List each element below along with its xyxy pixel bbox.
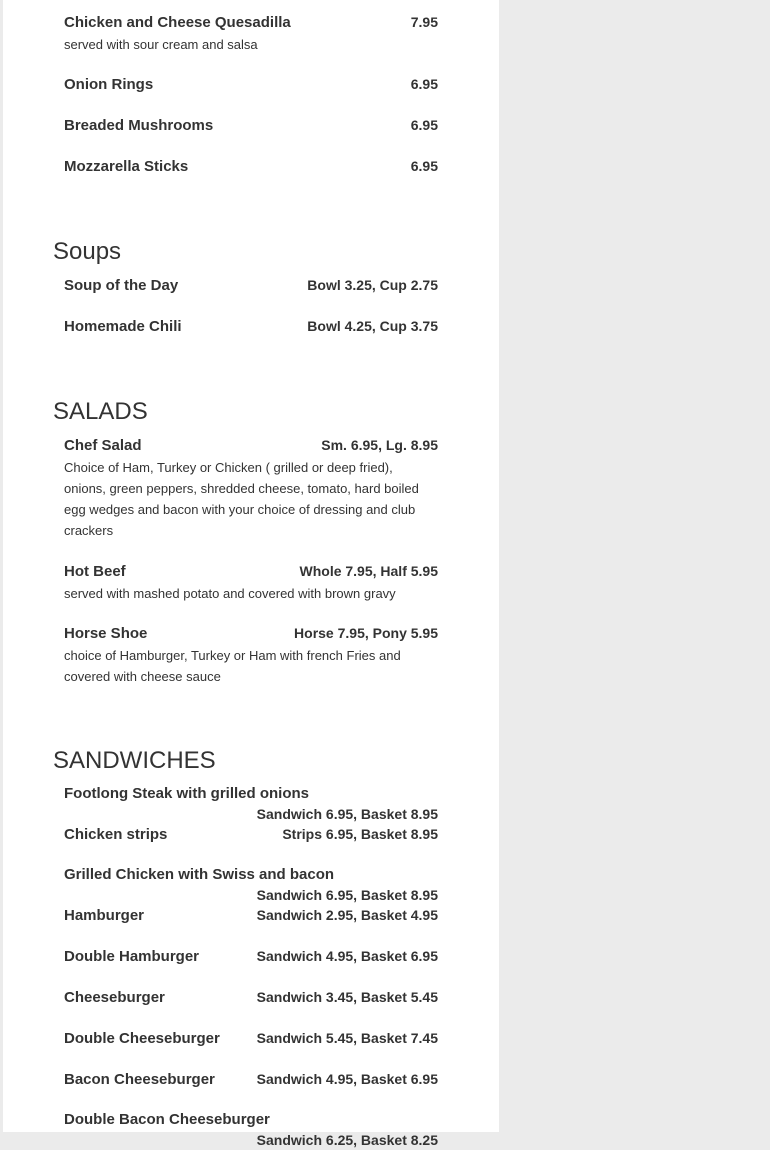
menu-item-name: Hot Beef bbox=[64, 563, 126, 580]
menu-item-name: Breaded Mushrooms bbox=[64, 117, 214, 134]
menu-item-price: Bowl 4.25, Cup 3.75 bbox=[307, 318, 438, 334]
menu-item bbox=[53, 905, 438, 926]
menu-item-price: 6.95 bbox=[410, 117, 438, 133]
menu-item-price: Sandwich 5.45, Basket 7.45 bbox=[256, 1030, 438, 1046]
menu-item-name: Homemade Chili bbox=[64, 318, 182, 335]
menu-item-name: Bacon Cheeseburger bbox=[64, 1071, 215, 1088]
section-heading-sandwiches: SANDWICHES bbox=[53, 747, 216, 774]
menu-item-name: Mozzarella Sticks bbox=[64, 158, 189, 175]
menu-item-price: 6.95 bbox=[410, 76, 438, 92]
menu-item bbox=[53, 784, 438, 824]
menu-item bbox=[53, 1069, 438, 1090]
menu-item-name: Chef Salad bbox=[64, 437, 142, 454]
menu-item-name: Hamburger bbox=[64, 907, 145, 924]
menu-item bbox=[53, 12, 438, 55]
menu-item-price: Sandwich 4.95, Basket 6.95 bbox=[256, 948, 438, 964]
menu-item-price: 7.95 bbox=[410, 14, 438, 30]
menu-item-price: Bowl 3.25, Cup 2.75 bbox=[307, 277, 438, 293]
menu-item-name: Soup of the Day bbox=[64, 277, 179, 294]
menu-item-name: Cheeseburger bbox=[64, 989, 165, 1006]
menu-item bbox=[53, 1110, 438, 1150]
menu-item-description: Choice of Ham, Turkey or Chicken ( grilled or deep fried), onions, green peppers, shredded cheese, tomato, hard boiled egg wedges and bacon with your choice of dressing and club crackers bbox=[64, 460, 419, 538]
menu-panel bbox=[3, 0, 499, 1148]
menu-item bbox=[53, 435, 438, 541]
menu-item bbox=[53, 275, 438, 296]
menu-item-name: Horse Shoe bbox=[64, 625, 148, 642]
menu-item-description: served with sour cream and salsa bbox=[64, 37, 258, 52]
menu-item-price: 6.95 bbox=[410, 158, 438, 174]
menu-item-name: Double Cheeseburger bbox=[64, 1030, 220, 1047]
menu-item-name: Double Bacon Cheeseburger bbox=[64, 1111, 270, 1128]
menu-item-price: Sandwich 6.95, Basket 8.95 bbox=[256, 806, 438, 822]
menu-item-price: Sandwich 2.95, Basket 4.95 bbox=[256, 907, 438, 923]
menu-item bbox=[53, 115, 438, 136]
menu-item bbox=[53, 987, 438, 1008]
menu-item-name: Chicken strips bbox=[64, 826, 168, 843]
menu-item-name: Grilled Chicken with Swiss and bacon bbox=[64, 866, 335, 883]
menu-item bbox=[53, 156, 438, 177]
menu-item-name: Chicken and Cheese Quesadilla bbox=[64, 14, 291, 31]
menu-item-price: Strips 6.95, Basket 8.95 bbox=[282, 826, 438, 842]
menu-item-name: Double Hamburger bbox=[64, 948, 200, 965]
menu-item-price: Sandwich 6.95, Basket 8.95 bbox=[256, 887, 438, 903]
menu-item bbox=[53, 946, 438, 967]
section-heading-soups: Soups bbox=[53, 238, 122, 265]
menu-item bbox=[53, 865, 438, 905]
menu-content bbox=[3, 0, 438, 1150]
menu-item-price: Sandwich 4.95, Basket 6.95 bbox=[256, 1071, 438, 1087]
section-heading-salads: SALADS bbox=[53, 398, 148, 425]
menu-item-description: served with mashed potato and covered with brown gravy bbox=[64, 586, 396, 601]
menu-item bbox=[53, 824, 438, 845]
menu-item bbox=[53, 623, 438, 687]
menu-item-price: Whole 7.95, Half 5.95 bbox=[299, 563, 438, 579]
menu-item-name: Onion Rings bbox=[64, 76, 154, 93]
menu-item bbox=[53, 561, 438, 604]
menu-item-price: Sandwich 6.25, Basket 8.25 bbox=[256, 1132, 438, 1148]
menu-item bbox=[53, 316, 438, 337]
menu-item-price: Horse 7.95, Pony 5.95 bbox=[294, 625, 438, 641]
menu-item bbox=[53, 1028, 438, 1049]
menu-item bbox=[53, 74, 438, 95]
menu-item-description: choice of Hamburger, Turkey or Ham with french Fries and covered with cheese sauce bbox=[64, 648, 401, 684]
menu-item-price: Sm. 6.95, Lg. 8.95 bbox=[321, 437, 438, 453]
menu-item-price: Sandwich 3.45, Basket 5.45 bbox=[256, 989, 438, 1005]
menu-item-name: Footlong Steak with grilled onions bbox=[64, 785, 309, 802]
